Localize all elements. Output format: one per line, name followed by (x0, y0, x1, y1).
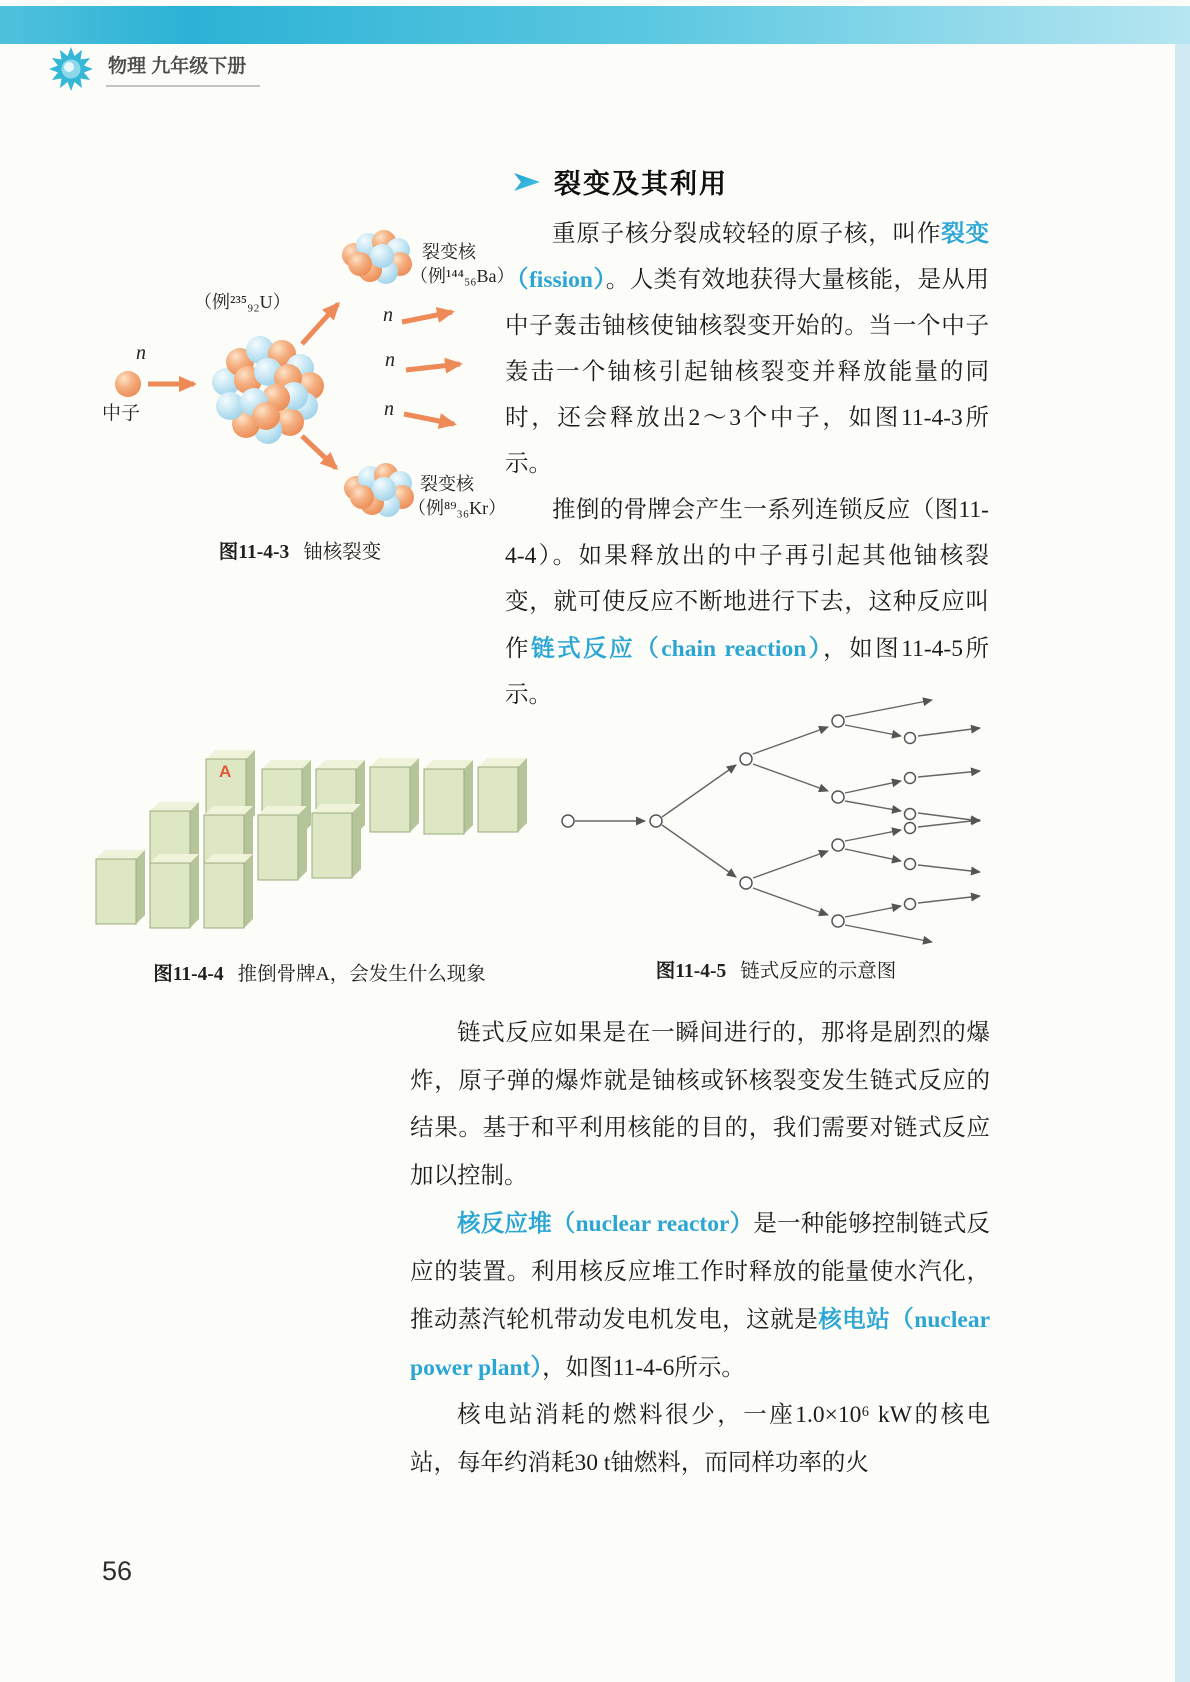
neutron-out-arrow-3 (404, 414, 454, 424)
top-accent-bar (0, 6, 1190, 44)
neutron-out-arrow-2 (406, 364, 460, 370)
barium-isotope-label: （例¹⁴⁴₅₆Ba） (410, 266, 515, 286)
right-edge-strip (1175, 44, 1190, 1682)
section-title: 裂变及其利用 (554, 169, 728, 199)
domino (204, 854, 253, 928)
text-run: 核电站消耗的燃料很少，一座1.0×10⁶ kW的核电站，每年约消耗30 t铀燃料，而同样功率的火 (410, 1402, 990, 1476)
neutron-out-arrow-1 (402, 312, 452, 322)
krypton-isotope-label: （例⁸⁹₃₆Kr） (408, 498, 507, 518)
domino (258, 806, 307, 880)
domino (478, 758, 527, 832)
term-nuclear-reactor-zh: 核反应堆 (457, 1210, 552, 1236)
chain-arrows (575, 700, 980, 942)
dominoes-diagram (92, 750, 547, 952)
paragraph-chain-reaction (505, 487, 989, 718)
caption-number: 图11-4-5 (655, 961, 727, 982)
text-run: ，如图11-4-5所示。 (505, 636, 990, 708)
domino-a-label: A (219, 762, 232, 781)
domino (150, 854, 199, 928)
term-fission-en: （fission） (505, 267, 606, 293)
figure-11-4-3 (90, 202, 515, 574)
domino (96, 850, 145, 924)
lower-text-block (410, 1010, 990, 1487)
text-run: 。人类有效地获得大量核能，是从用中子轰击铀核使铀核裂变开始的。当一个中子轰击一个铀核引起铀核裂变并释放能量的同时，还会释放出2～3个中子，如图11-4-3所示。 (505, 267, 989, 477)
book-title: 物理 九年级下册 (106, 51, 260, 87)
figure-11-4-4 (92, 750, 547, 1000)
krypton-name-label: 裂变核 (420, 474, 474, 494)
paragraph-nuclear-reactor (410, 1200, 990, 1392)
caption-text: 铀核裂变 (303, 542, 382, 563)
term-chain-reaction-en: （chain reaction） (635, 636, 824, 662)
neutron-n-label: n (136, 342, 146, 364)
term-chain-reaction-zh: 链式反应 (531, 635, 636, 661)
krypton-fragment-cluster (344, 463, 414, 517)
caption-number: 图11-4-4 (153, 964, 224, 985)
caption-text: 推倒骨牌A，会发生什么现象 (237, 964, 486, 985)
text-run: 重原子核分裂成较轻的原子核，叫作 (552, 221, 942, 247)
emitted-n-label-2: n (385, 349, 395, 371)
paragraph-fission-definition (505, 210, 989, 487)
chain-reaction-diagram (552, 693, 1000, 949)
figure-11-4-4-caption (92, 958, 547, 986)
term-nuclear-reactor-en: （nuclear reactor） (551, 1211, 754, 1237)
term-power-plant-zh: 核电站 (818, 1306, 891, 1332)
emitted-n-label-1: n (383, 304, 393, 326)
uranium-nucleus-cluster (212, 336, 324, 444)
domino (424, 760, 473, 834)
term-power-plant-en: （nuclear power plant） (410, 1307, 991, 1381)
caption-number: 图11-4-3 (218, 542, 290, 563)
figure-11-4-3-caption (90, 536, 510, 564)
domino (312, 804, 361, 878)
intro-text-column (505, 210, 989, 718)
uranium-isotope-label: （例²³⁵₉₂U） (194, 292, 291, 312)
text-run: ，如图11-4-6所示。 (542, 1354, 745, 1381)
term-fission-zh: 裂变 (941, 220, 990, 246)
page-number: 56 (102, 1556, 133, 1586)
neutron-label: 中子 (102, 403, 141, 424)
text-run: 链式反应如果是在一瞬间进行的，那将是剧烈的爆炸，原子弹的爆炸就是铀核或钚核裂变发生链式反应的结果。基于和平利用核能的目的，我们需要对链式反应加以控制。 (410, 1020, 990, 1189)
section-arrow-icon (512, 170, 542, 194)
paragraph-fuel-consumption (410, 1392, 990, 1487)
fission-arrow-down (302, 436, 336, 468)
caption-text: 链式反应的示意图 (740, 961, 897, 982)
page-header (48, 46, 260, 92)
paragraph-explosion-control (410, 1010, 990, 1200)
emitted-n-label-3: n (384, 398, 394, 420)
text-run: 推倒的骨牌会产生一系列连锁反应（图11-4-4）。如果释放出的中子再引起其他铀核裂变，就可使反应不断地进行下去，这种反应叫作 (505, 497, 989, 662)
barium-name-label: 裂变核 (422, 242, 476, 262)
text-run: 是一种能够控制链式反应的装置。利用核反应堆工作时释放的能量使水汽化，推动蒸汽轮机带动发电机发电，这就是 (410, 1211, 991, 1333)
barium-fragment-cluster (342, 230, 412, 284)
sun-gear-icon (48, 46, 94, 92)
neutron-sphere (115, 371, 141, 397)
figure-11-4-5 (552, 693, 1000, 993)
domino (370, 758, 419, 832)
section-heading (512, 162, 728, 201)
fission-arrow-up (302, 304, 338, 344)
figure-11-4-5-caption (552, 955, 1000, 983)
